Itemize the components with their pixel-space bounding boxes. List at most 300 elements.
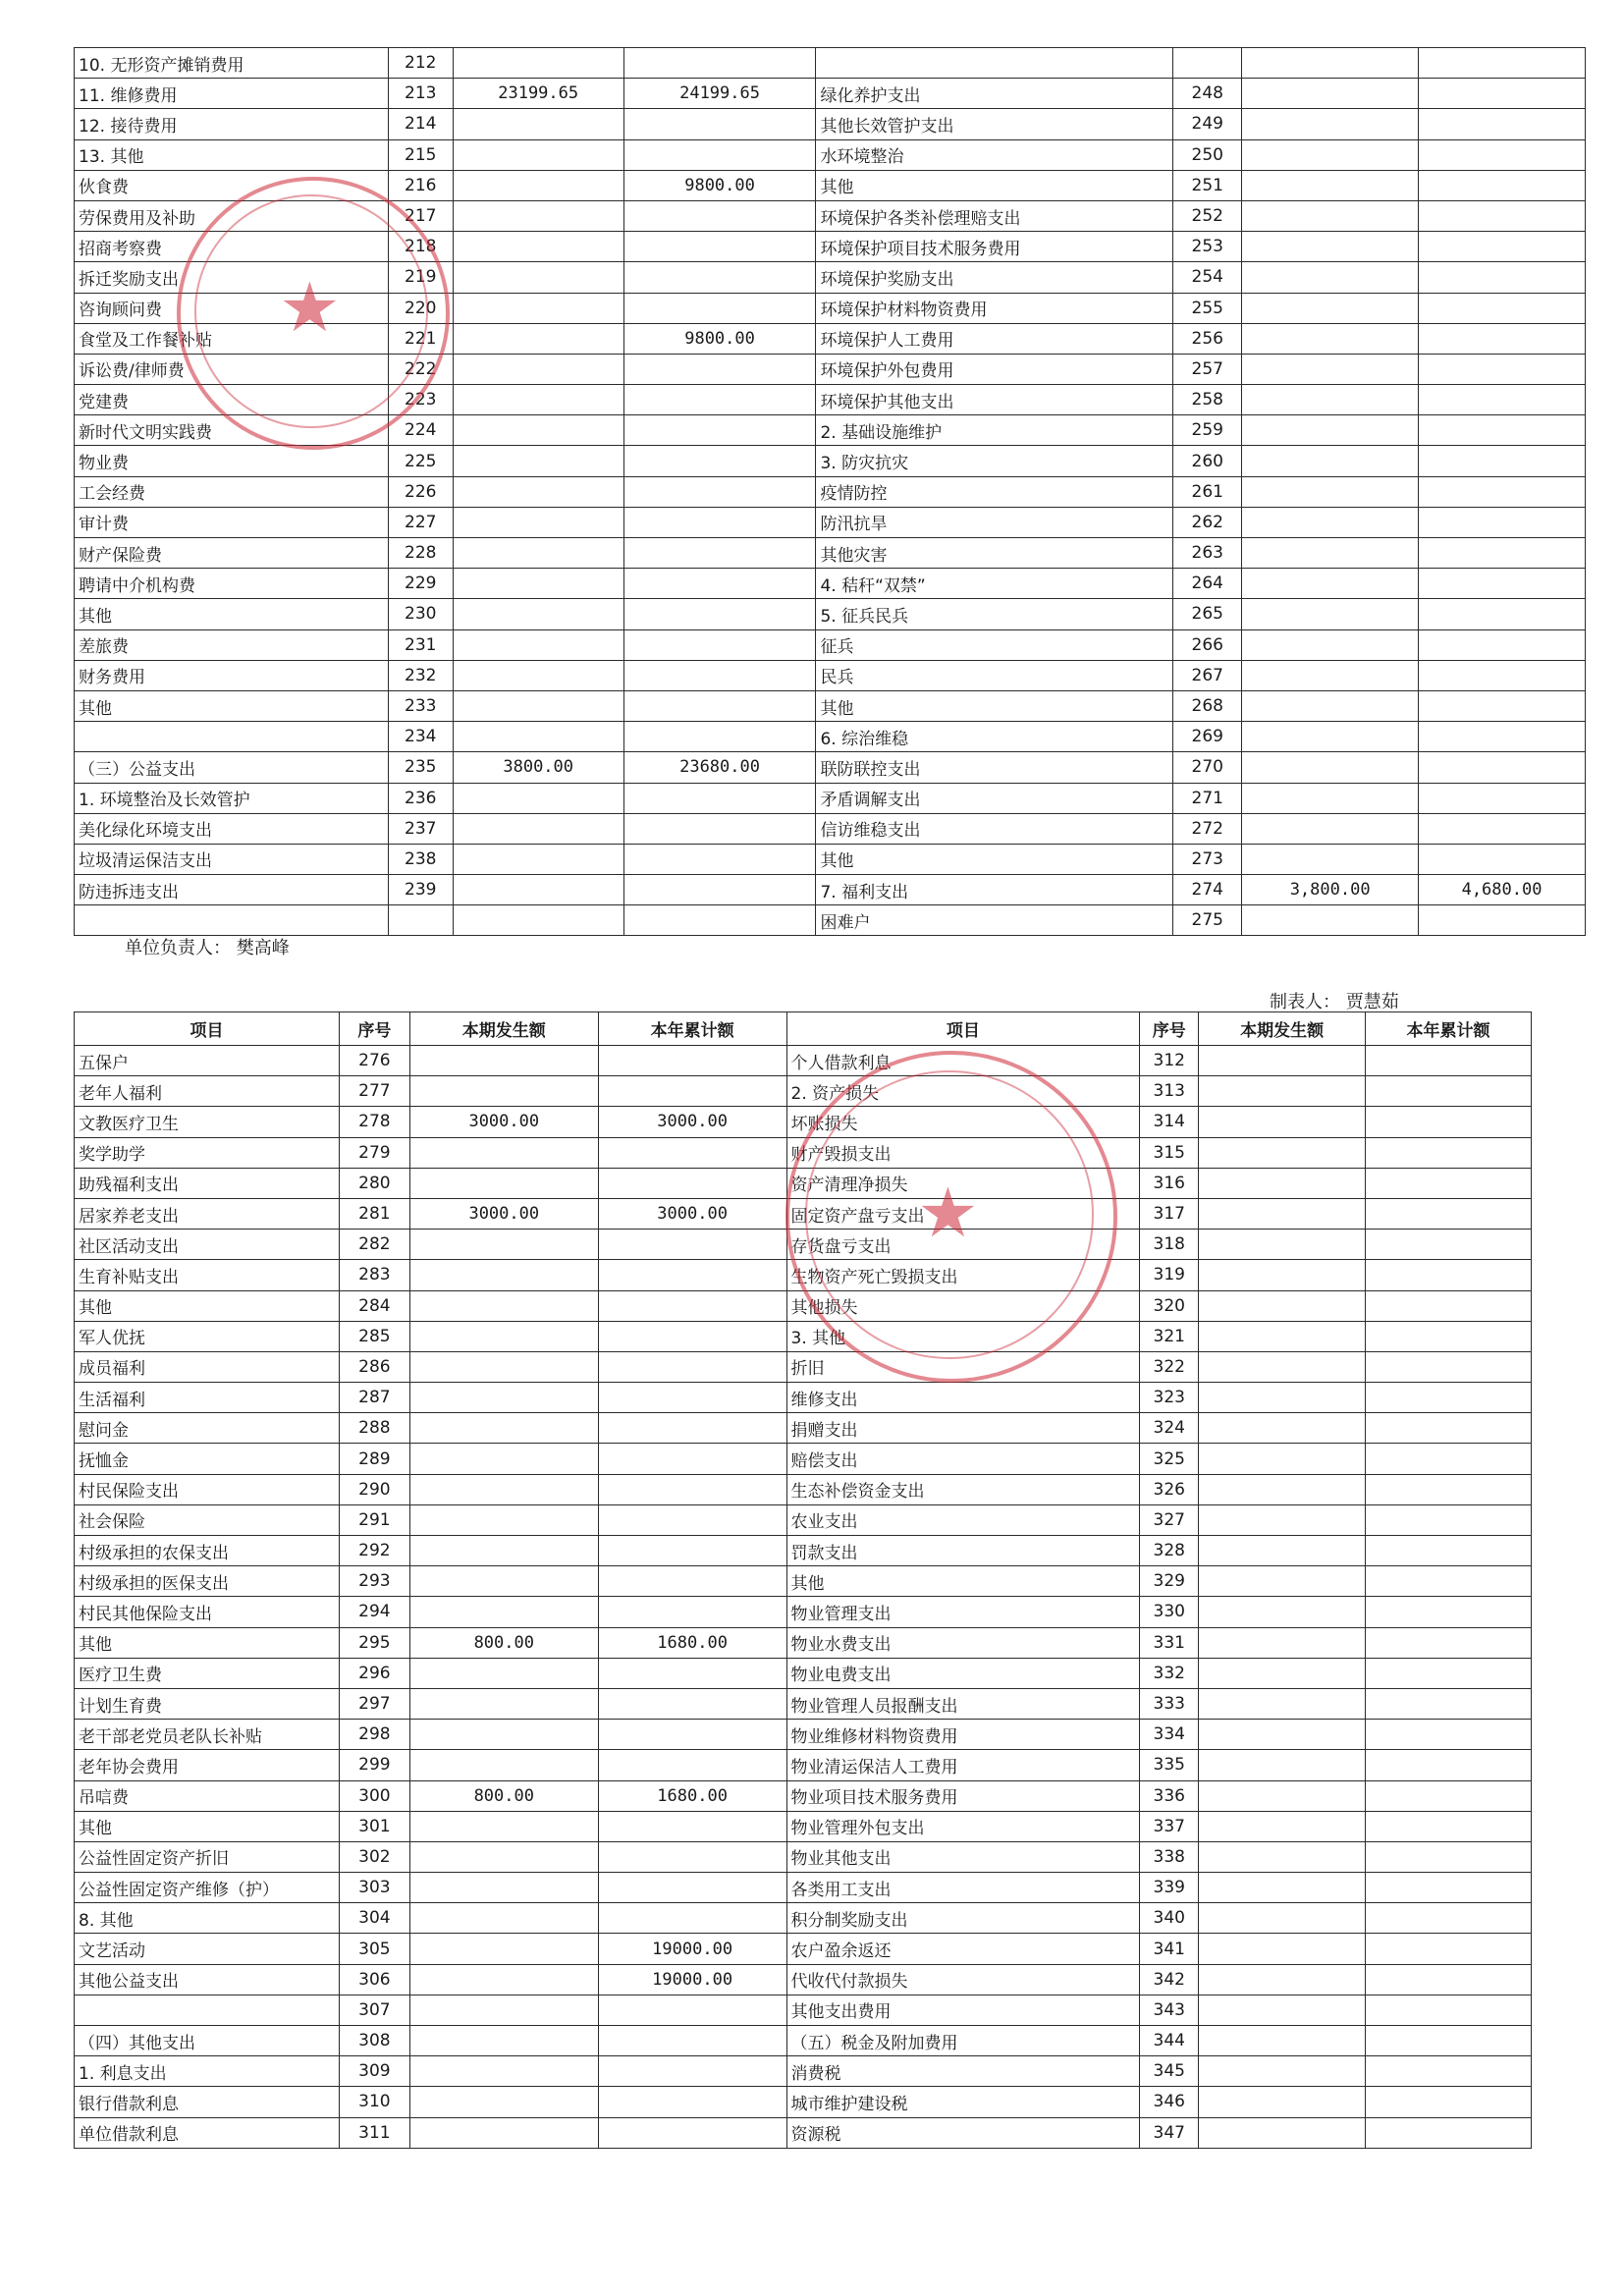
current-amount [1242, 722, 1419, 752]
current-amount [1199, 2087, 1366, 2117]
item-label: 农户盈余返还 [786, 1934, 1140, 1964]
table-row [75, 1780, 1532, 1811]
current-amount [1199, 1474, 1366, 1504]
table-row [75, 293, 1586, 323]
item-label: 4. 秸秆“双禁” [816, 569, 1173, 599]
ytd-amount [1419, 629, 1586, 660]
row-number: 329 [1140, 1566, 1199, 1597]
table-row [75, 1658, 1532, 1688]
ytd-amount [598, 2026, 786, 2056]
row-number: 276 [339, 1046, 409, 1076]
ytd-amount [1419, 507, 1586, 537]
ytd-amount [1366, 1750, 1532, 1780]
row-number: 338 [1140, 1841, 1199, 1872]
row-number: 252 [1173, 200, 1242, 231]
item-label: 其他 [75, 1290, 340, 1321]
table-row [75, 1934, 1532, 1964]
current-amount [1199, 1841, 1366, 1872]
unit-leader: 单位负责人： 樊高峰 [125, 938, 290, 958]
row-number: 229 [388, 569, 453, 599]
row-number: 316 [1140, 1168, 1199, 1198]
ytd-amount: 3000.00 [598, 1107, 786, 1137]
current-amount [1242, 446, 1419, 476]
table-row [75, 1351, 1532, 1382]
item-label: 垃圾清运保洁支出 [75, 844, 389, 874]
item-label: 代收代付款损失 [786, 1964, 1140, 1995]
current-amount [453, 232, 623, 262]
current-amount [1242, 293, 1419, 323]
ytd-amount [598, 1658, 786, 1688]
row-number [1173, 48, 1242, 79]
current-amount [1242, 354, 1419, 384]
ytd-amount [1366, 1597, 1532, 1627]
current-amount [409, 2026, 598, 2056]
ytd-amount [623, 415, 816, 446]
item-label: 公益性固定资产维修（护） [75, 1873, 340, 1903]
item-label: 村民保险支出 [75, 1474, 340, 1504]
row-number: 323 [1140, 1383, 1199, 1413]
item-label: 物业清运保洁人工费用 [786, 1750, 1140, 1780]
table-row [75, 446, 1586, 476]
row-number: 249 [1173, 109, 1242, 139]
ytd-amount [623, 476, 816, 507]
table-row [75, 1873, 1532, 1903]
row-number: 264 [1173, 569, 1242, 599]
row-number: 268 [1173, 690, 1242, 721]
table-row [75, 1536, 1532, 1566]
item-label: 财务费用 [75, 660, 389, 690]
current-amount [1242, 79, 1419, 109]
row-number: 318 [1140, 1230, 1199, 1260]
table-row [75, 2056, 1532, 2087]
item-label: 1. 利息支出 [75, 2056, 340, 2087]
item-label: 文教医疗卫生 [75, 1107, 340, 1137]
item-label: 环境保护项目技术服务费用 [816, 232, 1173, 262]
item-label: 生态补偿资金支出 [786, 1474, 1140, 1504]
ytd-amount [598, 1750, 786, 1780]
row-number: 310 [339, 2087, 409, 2117]
table-row [75, 1995, 1532, 2025]
item-label: 伙食费 [75, 170, 389, 200]
item-label: 诉讼费/律师费 [75, 354, 389, 384]
row-number: 283 [339, 1260, 409, 1290]
table-row [75, 1168, 1532, 1198]
row-number: 289 [339, 1444, 409, 1474]
current-amount [409, 1995, 598, 2025]
item-label: 环境保护其他支出 [816, 385, 1173, 415]
ytd-amount [1419, 139, 1586, 170]
row-number: 332 [1140, 1658, 1199, 1688]
row-number: 232 [388, 660, 453, 690]
row-number: 255 [1173, 293, 1242, 323]
current-amount [453, 783, 623, 813]
item-label: 招商考察费 [75, 232, 389, 262]
row-number: 216 [388, 170, 453, 200]
ytd-amount [623, 629, 816, 660]
current-amount [409, 1964, 598, 1995]
ytd-amount [598, 1046, 786, 1076]
ytd-amount [1419, 446, 1586, 476]
item-label: 赔偿支出 [786, 1444, 1140, 1474]
ytd-amount [1419, 905, 1586, 936]
item-label: 军人优抚 [75, 1321, 340, 1351]
item-label: 抚恤金 [75, 1444, 340, 1474]
ytd-amount [623, 507, 816, 537]
row-number: 296 [339, 1658, 409, 1688]
ytd-amount: 9800.00 [623, 170, 816, 200]
row-number: 260 [1173, 446, 1242, 476]
item-label: 绿化养护支出 [816, 79, 1173, 109]
ytd-amount [1366, 1474, 1532, 1504]
current-amount [453, 109, 623, 139]
item-label: 物业电费支出 [786, 1658, 1140, 1688]
table-row [75, 1474, 1532, 1504]
ytd-amount [598, 1444, 786, 1474]
ytd-amount [623, 48, 816, 79]
table-row [75, 1811, 1532, 1841]
row-number: 235 [388, 752, 453, 783]
item-label: 各类用工支出 [786, 1873, 1140, 1903]
ytd-amount [598, 1351, 786, 1382]
table-row [75, 48, 1586, 79]
row-number: 254 [1173, 262, 1242, 293]
row-number: 309 [339, 2056, 409, 2087]
table-row [75, 844, 1586, 874]
item-label: 物业水费支出 [786, 1627, 1140, 1658]
table-row [75, 262, 1586, 293]
current-amount [1242, 538, 1419, 569]
row-number: 346 [1140, 2087, 1199, 2117]
item-label: 聘请中介机构费 [75, 569, 389, 599]
item-label: 老年人福利 [75, 1076, 340, 1107]
ytd-amount: 3000.00 [598, 1198, 786, 1229]
item-label: 5. 征兵民兵 [816, 599, 1173, 629]
current-amount [1199, 2117, 1366, 2148]
ytd-amount [598, 1321, 786, 1351]
item-label: 消费税 [786, 2056, 1140, 2087]
row-number: 312 [1140, 1046, 1199, 1076]
header-item: 项目 [75, 1012, 340, 1046]
item-label: 存货盘亏支出 [786, 1230, 1140, 1260]
row-number: 294 [339, 1597, 409, 1627]
current-amount [1242, 385, 1419, 415]
header-no-right: 序号 [1140, 1012, 1199, 1046]
ytd-amount [598, 1260, 786, 1290]
current-amount [1242, 569, 1419, 599]
current-amount [1199, 1198, 1366, 1229]
row-number: 330 [1140, 1597, 1199, 1627]
ytd-amount [623, 354, 816, 384]
item-label: 固定资产盘亏支出 [786, 1198, 1140, 1229]
ytd-amount [623, 262, 816, 293]
row-number: 261 [1173, 476, 1242, 507]
item-label: 生育补贴支出 [75, 1260, 340, 1290]
table-row [75, 629, 1586, 660]
ytd-amount [598, 1137, 786, 1168]
row-number: 259 [1173, 415, 1242, 446]
current-amount [1242, 783, 1419, 813]
item-label: 生物资产死亡毁损支出 [786, 1260, 1140, 1290]
ytd-amount [1366, 1627, 1532, 1658]
row-number: 237 [388, 813, 453, 844]
table-row [75, 2087, 1532, 2117]
current-amount [1242, 170, 1419, 200]
current-amount [1242, 415, 1419, 446]
current-amount [453, 48, 623, 79]
row-number: 262 [1173, 507, 1242, 537]
table-row [75, 1046, 1532, 1076]
row-number: 286 [339, 1351, 409, 1382]
table-row [75, 660, 1586, 690]
row-number: 236 [388, 783, 453, 813]
item-label: 环境保护各类补偿理赔支出 [816, 200, 1173, 231]
ytd-amount [1366, 1198, 1532, 1229]
header-ytd-right: 本年累计额 [1366, 1012, 1532, 1046]
ytd-amount [598, 2056, 786, 2087]
ytd-amount: 19000.00 [598, 1934, 786, 1964]
item-label: 坏账损失 [786, 1107, 1140, 1137]
top-table [74, 47, 1586, 936]
current-amount [453, 476, 623, 507]
row-number: 335 [1140, 1750, 1199, 1780]
item-label: （三）公益支出 [75, 752, 389, 783]
table-row [75, 354, 1586, 384]
table-row [75, 1504, 1532, 1535]
item-label: 资产清理净损失 [786, 1168, 1140, 1198]
table-row [75, 1964, 1532, 1995]
row-number: 315 [1140, 1137, 1199, 1168]
current-amount [453, 905, 623, 936]
current-amount [409, 1076, 598, 1107]
current-amount: 23199.65 [453, 79, 623, 109]
row-number: 331 [1140, 1627, 1199, 1658]
item-label: 罚款支出 [786, 1536, 1140, 1566]
row-number: 253 [1173, 232, 1242, 262]
row-number: 267 [1173, 660, 1242, 690]
star-icon: ★ [917, 1173, 979, 1253]
ytd-amount [1419, 660, 1586, 690]
item-label: 物业项目技术服务费用 [786, 1780, 1140, 1811]
item-label: 环境保护奖励支出 [816, 262, 1173, 293]
table-row [75, 200, 1586, 231]
ytd-amount: 24199.65 [623, 79, 816, 109]
table-row [75, 1903, 1532, 1934]
current-amount [409, 1658, 598, 1688]
item-label: 其他 [75, 1811, 340, 1841]
row-number: 288 [339, 1413, 409, 1444]
ytd-amount [1419, 323, 1586, 354]
item-label: （四）其他支出 [75, 2026, 340, 2056]
ytd-amount [598, 1903, 786, 1934]
current-amount [409, 2056, 598, 2087]
item-label: 物业维修材料物资费用 [786, 1720, 1140, 1750]
table-row [75, 875, 1586, 905]
table-row [75, 139, 1586, 170]
row-number: 285 [339, 1321, 409, 1351]
item-label: 其他公益支出 [75, 1964, 340, 1995]
current-amount [409, 1688, 598, 1719]
row-number: 340 [1140, 1903, 1199, 1934]
row-number: 319 [1140, 1260, 1199, 1290]
current-amount: 800.00 [409, 1627, 598, 1658]
row-number: 292 [339, 1536, 409, 1566]
item-label: 公益性固定资产折旧 [75, 1841, 340, 1872]
row-number: 281 [339, 1198, 409, 1229]
item-label: 其他 [816, 844, 1173, 874]
item-label: 老年协会费用 [75, 1750, 340, 1780]
current-amount [409, 1230, 598, 1260]
current-amount [1199, 1260, 1366, 1290]
row-number: 345 [1140, 2056, 1199, 2087]
current-amount [1242, 752, 1419, 783]
ytd-amount [623, 139, 816, 170]
table-row [75, 1198, 1532, 1229]
row-number: 250 [1173, 139, 1242, 170]
row-number: 280 [339, 1168, 409, 1198]
current-amount [453, 170, 623, 200]
row-number: 214 [388, 109, 453, 139]
current-amount [1199, 1811, 1366, 1841]
table-row [75, 1688, 1532, 1719]
ytd-amount [598, 1995, 786, 2025]
table-row [75, 1107, 1532, 1137]
item-label: 咨询顾问费 [75, 293, 389, 323]
row-number: 284 [339, 1290, 409, 1321]
item-label: 其他灾害 [816, 538, 1173, 569]
current-amount [1199, 1566, 1366, 1597]
current-amount [1199, 1903, 1366, 1934]
table-row [75, 1230, 1532, 1260]
current-amount [409, 1046, 598, 1076]
current-amount [453, 354, 623, 384]
current-amount [1242, 139, 1419, 170]
table-row [75, 476, 1586, 507]
item-label: 其他支出费用 [786, 1995, 1140, 2025]
item-label: 矛盾调解支出 [816, 783, 1173, 813]
ytd-amount [1366, 2026, 1532, 2056]
item-label: 10. 无形资产摊销费用 [75, 48, 389, 79]
top-sheet [74, 47, 1586, 958]
item-label: 12. 接待费用 [75, 109, 389, 139]
current-amount [453, 599, 623, 629]
current-amount [409, 1841, 598, 1872]
current-amount [409, 1137, 598, 1168]
current-amount [409, 1383, 598, 1413]
ytd-amount [1366, 1444, 1532, 1474]
current-amount [1199, 1230, 1366, 1260]
item-label [75, 905, 389, 936]
ytd-amount [598, 1873, 786, 1903]
row-number: 314 [1140, 1107, 1199, 1137]
current-amount [409, 2117, 598, 2148]
row-number: 336 [1140, 1780, 1199, 1811]
ytd-amount [623, 446, 816, 476]
item-label [816, 48, 1173, 79]
ytd-amount [1366, 1290, 1532, 1321]
current-amount [409, 1566, 598, 1597]
row-number: 274 [1173, 875, 1242, 905]
ytd-amount [623, 293, 816, 323]
current-amount [1199, 1964, 1366, 1995]
table-row [75, 599, 1586, 629]
table-row [75, 1566, 1532, 1597]
item-label: 其他 [75, 1627, 340, 1658]
row-number: 347 [1140, 2117, 1199, 2148]
row-number: 263 [1173, 538, 1242, 569]
table-row [75, 2026, 1532, 2056]
item-label: 其他长效管护支出 [816, 109, 1173, 139]
row-number: 326 [1140, 1474, 1199, 1504]
item-label: 党建费 [75, 385, 389, 415]
row-number: 251 [1173, 170, 1242, 200]
current-amount [409, 1934, 598, 1964]
current-amount [1199, 1107, 1366, 1137]
current-amount [453, 323, 623, 354]
ytd-amount [623, 385, 816, 415]
item-label: 2. 基础设施维护 [816, 415, 1173, 446]
current-amount [1199, 1351, 1366, 1382]
current-amount [409, 1720, 598, 1750]
current-amount [409, 1321, 598, 1351]
item-label: 食堂及工作餐补贴 [75, 323, 389, 354]
current-amount [409, 1290, 598, 1321]
row-number: 224 [388, 415, 453, 446]
item-label: 生活福利 [75, 1383, 340, 1413]
item-label: 物业费 [75, 446, 389, 476]
item-label: 其他 [816, 170, 1173, 200]
row-number: 219 [388, 262, 453, 293]
ytd-amount [598, 1168, 786, 1198]
table-row [75, 1413, 1532, 1444]
row-number: 222 [388, 354, 453, 384]
item-label: 医疗卫生费 [75, 1658, 340, 1688]
table-row [75, 109, 1586, 139]
row-number: 227 [388, 507, 453, 537]
ytd-amount [1366, 1383, 1532, 1413]
ytd-amount [1366, 1903, 1532, 1934]
table-row [75, 232, 1586, 262]
current-amount [453, 200, 623, 231]
table-row [75, 722, 1586, 752]
ytd-amount: 1680.00 [598, 1627, 786, 1658]
item-label: 联防联控支出 [816, 752, 1173, 783]
ytd-amount [623, 200, 816, 231]
ytd-amount [1419, 415, 1586, 446]
row-number: 334 [1140, 1720, 1199, 1750]
row-number: 325 [1140, 1444, 1199, 1474]
current-amount [1199, 1321, 1366, 1351]
ytd-amount: 4,680.00 [1419, 875, 1586, 905]
ytd-amount: 19000.00 [598, 1964, 786, 1995]
ytd-amount [1419, 476, 1586, 507]
header-row [75, 1012, 1532, 1046]
table-row [75, 323, 1586, 354]
item-label: 11. 维修费用 [75, 79, 389, 109]
current-amount [409, 1536, 598, 1566]
item-label: 2. 资产损失 [786, 1076, 1140, 1107]
current-amount [1242, 813, 1419, 844]
item-label: 差旅费 [75, 629, 389, 660]
ytd-amount [1419, 109, 1586, 139]
current-amount [453, 293, 623, 323]
current-amount [453, 538, 623, 569]
row-number: 306 [339, 1964, 409, 1995]
table-row [75, 1260, 1532, 1290]
item-label: 1. 环境整治及长效管护 [75, 783, 389, 813]
ytd-amount [1366, 1504, 1532, 1535]
item-label: 物业管理支出 [786, 1597, 1140, 1627]
current-amount [453, 446, 623, 476]
